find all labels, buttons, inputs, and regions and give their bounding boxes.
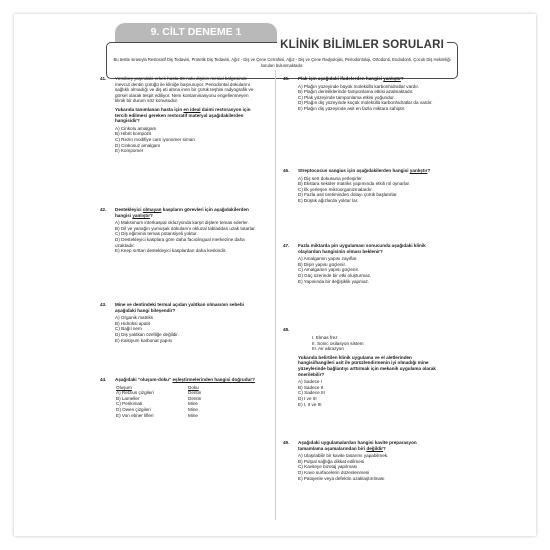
table-cell: C) Perikimati <box>116 401 143 407</box>
table-cell: A) Retzius çizgileri <box>116 390 154 396</box>
option-e: E) Patojenle veya defektin uzaklaştırılması <box>298 475 385 481</box>
question-prompt: Destekleyici olmayan kaspların görevleri için aşağıdakilerden hangisi yanlıştır? <box>115 207 249 218</box>
question-42 <box>100 207 260 254</box>
booklet-tab: 9. CİLT DENEME 1 <box>115 23 277 42</box>
table-cell: Mine <box>188 406 198 412</box>
option-d: D) Cinkosuz amalgam <box>115 142 161 148</box>
option-c: C) Sadece III <box>298 390 325 396</box>
option-b: B) Sadece II <box>298 384 324 390</box>
option-list <box>115 220 260 254</box>
option-a: A) Diş sert dokusuna yerleşirler. <box>298 175 363 181</box>
option-e: E) Kompomer <box>115 148 144 154</box>
option-b: B) Dil ve yanağın yumuşak dokularını okluzal tabladdan uzak tutarlar. <box>115 225 256 231</box>
question-prompt: Yukarıda tanımlanan hasta için en ideal daimi restorasyon için tercih edilmesi gereken restoratif materyal aşağıdakilerden hangisidir? <box>115 106 251 124</box>
option-c: C) Rezin modifiye cam iyonomer siman <box>115 136 195 142</box>
option-a: A) Organik matriks <box>115 315 154 321</box>
table-cell: Dentin <box>188 390 202 396</box>
option-e: E) Keep sırttan destekleyici kasplardan daha keskindir. <box>115 248 227 254</box>
column-divider <box>275 70 276 520</box>
option-c: C) Kaviteye bizotaj yapılması <box>298 464 358 470</box>
roman-item: II. Sonic osilasyon sistem <box>312 340 364 346</box>
option-d: D) Diş yalıtkan özelliğe değildir. <box>115 331 179 337</box>
option-list <box>298 84 438 112</box>
question-prompt: Fazla miktarda pin uygulaması sonucunda aşağıdaki klinik olaylardan hangisinin olması beklenir? <box>298 243 426 254</box>
roman-list <box>298 328 438 352</box>
table-cell: Mine <box>188 412 198 418</box>
question-46 <box>283 168 438 204</box>
option-e: E) Düşük ağızlarda yoktur lar. <box>298 197 359 203</box>
question-49 <box>283 440 438 481</box>
option-c: C) İlk yerleşen mikroorganizmalardır. <box>298 186 373 192</box>
option-a: A) Cinkolu amalgam <box>115 125 157 131</box>
option-b: B) Hidroksi apatit <box>115 320 150 326</box>
question-number: 47. <box>283 243 290 248</box>
section-header <box>106 39 458 79</box>
table-row <box>115 413 202 419</box>
option-list <box>115 126 260 154</box>
question-prompt: Mine ve dentindeki termal açıdan yalıtkan olmasının sebebi aşağıdaki hangi bileşendir? <box>115 302 244 313</box>
option-c: C) Bağıl nem <box>115 326 142 332</box>
table-cell: Mine <box>188 401 198 407</box>
option-list <box>298 176 438 204</box>
option-list <box>298 256 438 284</box>
option-a: A) Sadece I <box>298 379 323 385</box>
question-prompt: Plak için aşağıdaki ifadelerden hangisi yanlıştır? <box>298 76 404 81</box>
option-b: B) Hibrit kompozit <box>115 131 152 137</box>
section-title: KLİNİK BİLİMLER SORULARI <box>277 39 447 51</box>
question-stem: Yirmibeş yaşındaki erkek hasta 36 nolu dişinin mesial bölgesinde mevcut dentin çürüğü ile kliniğe başvuruyor. Periodontal dokularını sağlıklı olmadığı ve diş eti altına inen bir çürük teşhisi radyografik ve görsel olarak tespit ediliyor. Nem kontaminasyonu engellenmeyen klinik bir durum söz konusudur. <box>115 76 254 104</box>
option-d: D) I ve III <box>298 395 317 401</box>
table-cell: B) Lameller <box>116 395 140 401</box>
option-d: D) Plağın diş yüzeyinde küçük moleküllü karbonhidratlar da vardır. <box>298 100 433 106</box>
table-cell: D) Owen çizgileri <box>116 406 151 412</box>
question-prompt: Streptococus sangius için aşağıdakilerden hangisi yanlıştır? <box>298 168 431 173</box>
question-41 <box>100 76 260 154</box>
question-number: 43. <box>100 302 107 307</box>
option-d: D) Kavo surfacelerin düzenlenmesi <box>298 469 370 475</box>
option-b: B) Dişin yapısı güçlenir. <box>298 261 346 267</box>
question-43 <box>100 302 260 343</box>
table-cell: E) Von ebner lifleri <box>116 412 154 418</box>
option-e: E) Kalsiyum karbonat yapısı <box>115 337 173 343</box>
roman-item: III. Air abrazyon <box>312 346 344 352</box>
option-d: D) Fazla asit üretiminden dolayı çürük başlatırlar. <box>298 192 398 198</box>
question-number: 44. <box>100 377 107 382</box>
option-a: A) Ulaşılabilir bir kavite tasarımı yapabilmek. <box>298 453 389 459</box>
question-44 <box>100 377 260 418</box>
option-e: E) I, II ve III <box>298 401 322 407</box>
option-b: B) Ekstara seküler matriks yapımında etkili rol oynarlar. <box>298 181 411 187</box>
question-number: 48. <box>283 327 290 332</box>
option-list <box>298 379 438 407</box>
column-header: Doku <box>188 384 199 390</box>
option-c: C) Diş eğiminin temas potansiyeli yoktur. <box>115 231 198 237</box>
option-a: A) Maksimum interkaspal okluzyonda karşıt dişlere temas ederler. <box>115 220 249 226</box>
question-number: 46. <box>283 168 290 173</box>
option-d: D) Destekleyici kasplara göre daha facıolingual merkezine daha uzaktadır. <box>115 236 245 248</box>
question-number: 45. <box>283 76 290 81</box>
roman-item: I. Elmas frez <box>312 335 338 340</box>
option-b: B) Pulpal sağlığa dikkat edilmesi <box>298 458 365 464</box>
option-a: A) Plağın yüzeyinde büyük moleküllü karbonhidratlar vardır. <box>298 83 420 89</box>
option-e: E) Plağın diş yüzeyinde asit en fazla miktara sahiptir. <box>298 105 406 111</box>
matching-table <box>115 385 202 419</box>
option-e: E) Yapısında bir değişiklik yapmaz. <box>298 278 370 284</box>
question-prompt: Yukarıda belirtilen klinik uygulama ve el aletlerinden hangisi/hangileri asit ile pürüzlendirmenin iyi olmadığı mine yüzeylerinde bağlantıyı arttırmak için mekanik uygulama olarak önerilebilir? <box>298 354 436 377</box>
question-number: 41. <box>100 76 107 81</box>
question-prompt: Aşağıdaki uygulamalardan hangisi kavite preparasyon tamamlama aşamalarından biri değildir? <box>298 440 417 451</box>
table-cell: Dentin <box>188 395 202 401</box>
question-number: 42. <box>100 207 107 212</box>
question-48 <box>283 327 438 407</box>
option-a: A) Amalgamın yapısı zayıflar. <box>298 256 358 262</box>
question-47 <box>283 243 438 284</box>
question-prompt: Aşağıdaki "oluşum-doku" eşleştirmelerinden hangisi doğrudur? <box>115 377 255 382</box>
option-c: C) Plak yüzeyinde tamponlama etkisi yoğundur. <box>298 94 395 100</box>
question-45 <box>283 76 438 112</box>
option-d: D) Güç üzerinde bir etki oluşturmaz. <box>298 272 372 278</box>
option-list <box>115 315 260 343</box>
column-header: Oluşum <box>116 384 132 390</box>
section-subtitle: Bu testte sırasıyla Restoratif Diş Tedavisi, Protetik Diş Tedavisi, Ağız - Diş ve Çene Cerrahisi, Ağız - Diş ve Çene Radyolojisi, Periodontoloji, Ortodonti, Endodonti, Çocuk Diş Hekimliği soruları bulunmaktadır. <box>113 57 451 68</box>
option-b: B) Plağın derinliklerinde tamponlama etkisi azalmaktadır. <box>298 89 414 95</box>
option-c: C) Amalgamın yapısı güçlenir. <box>298 267 360 273</box>
option-list <box>298 453 438 481</box>
question-number: 49. <box>283 440 290 445</box>
